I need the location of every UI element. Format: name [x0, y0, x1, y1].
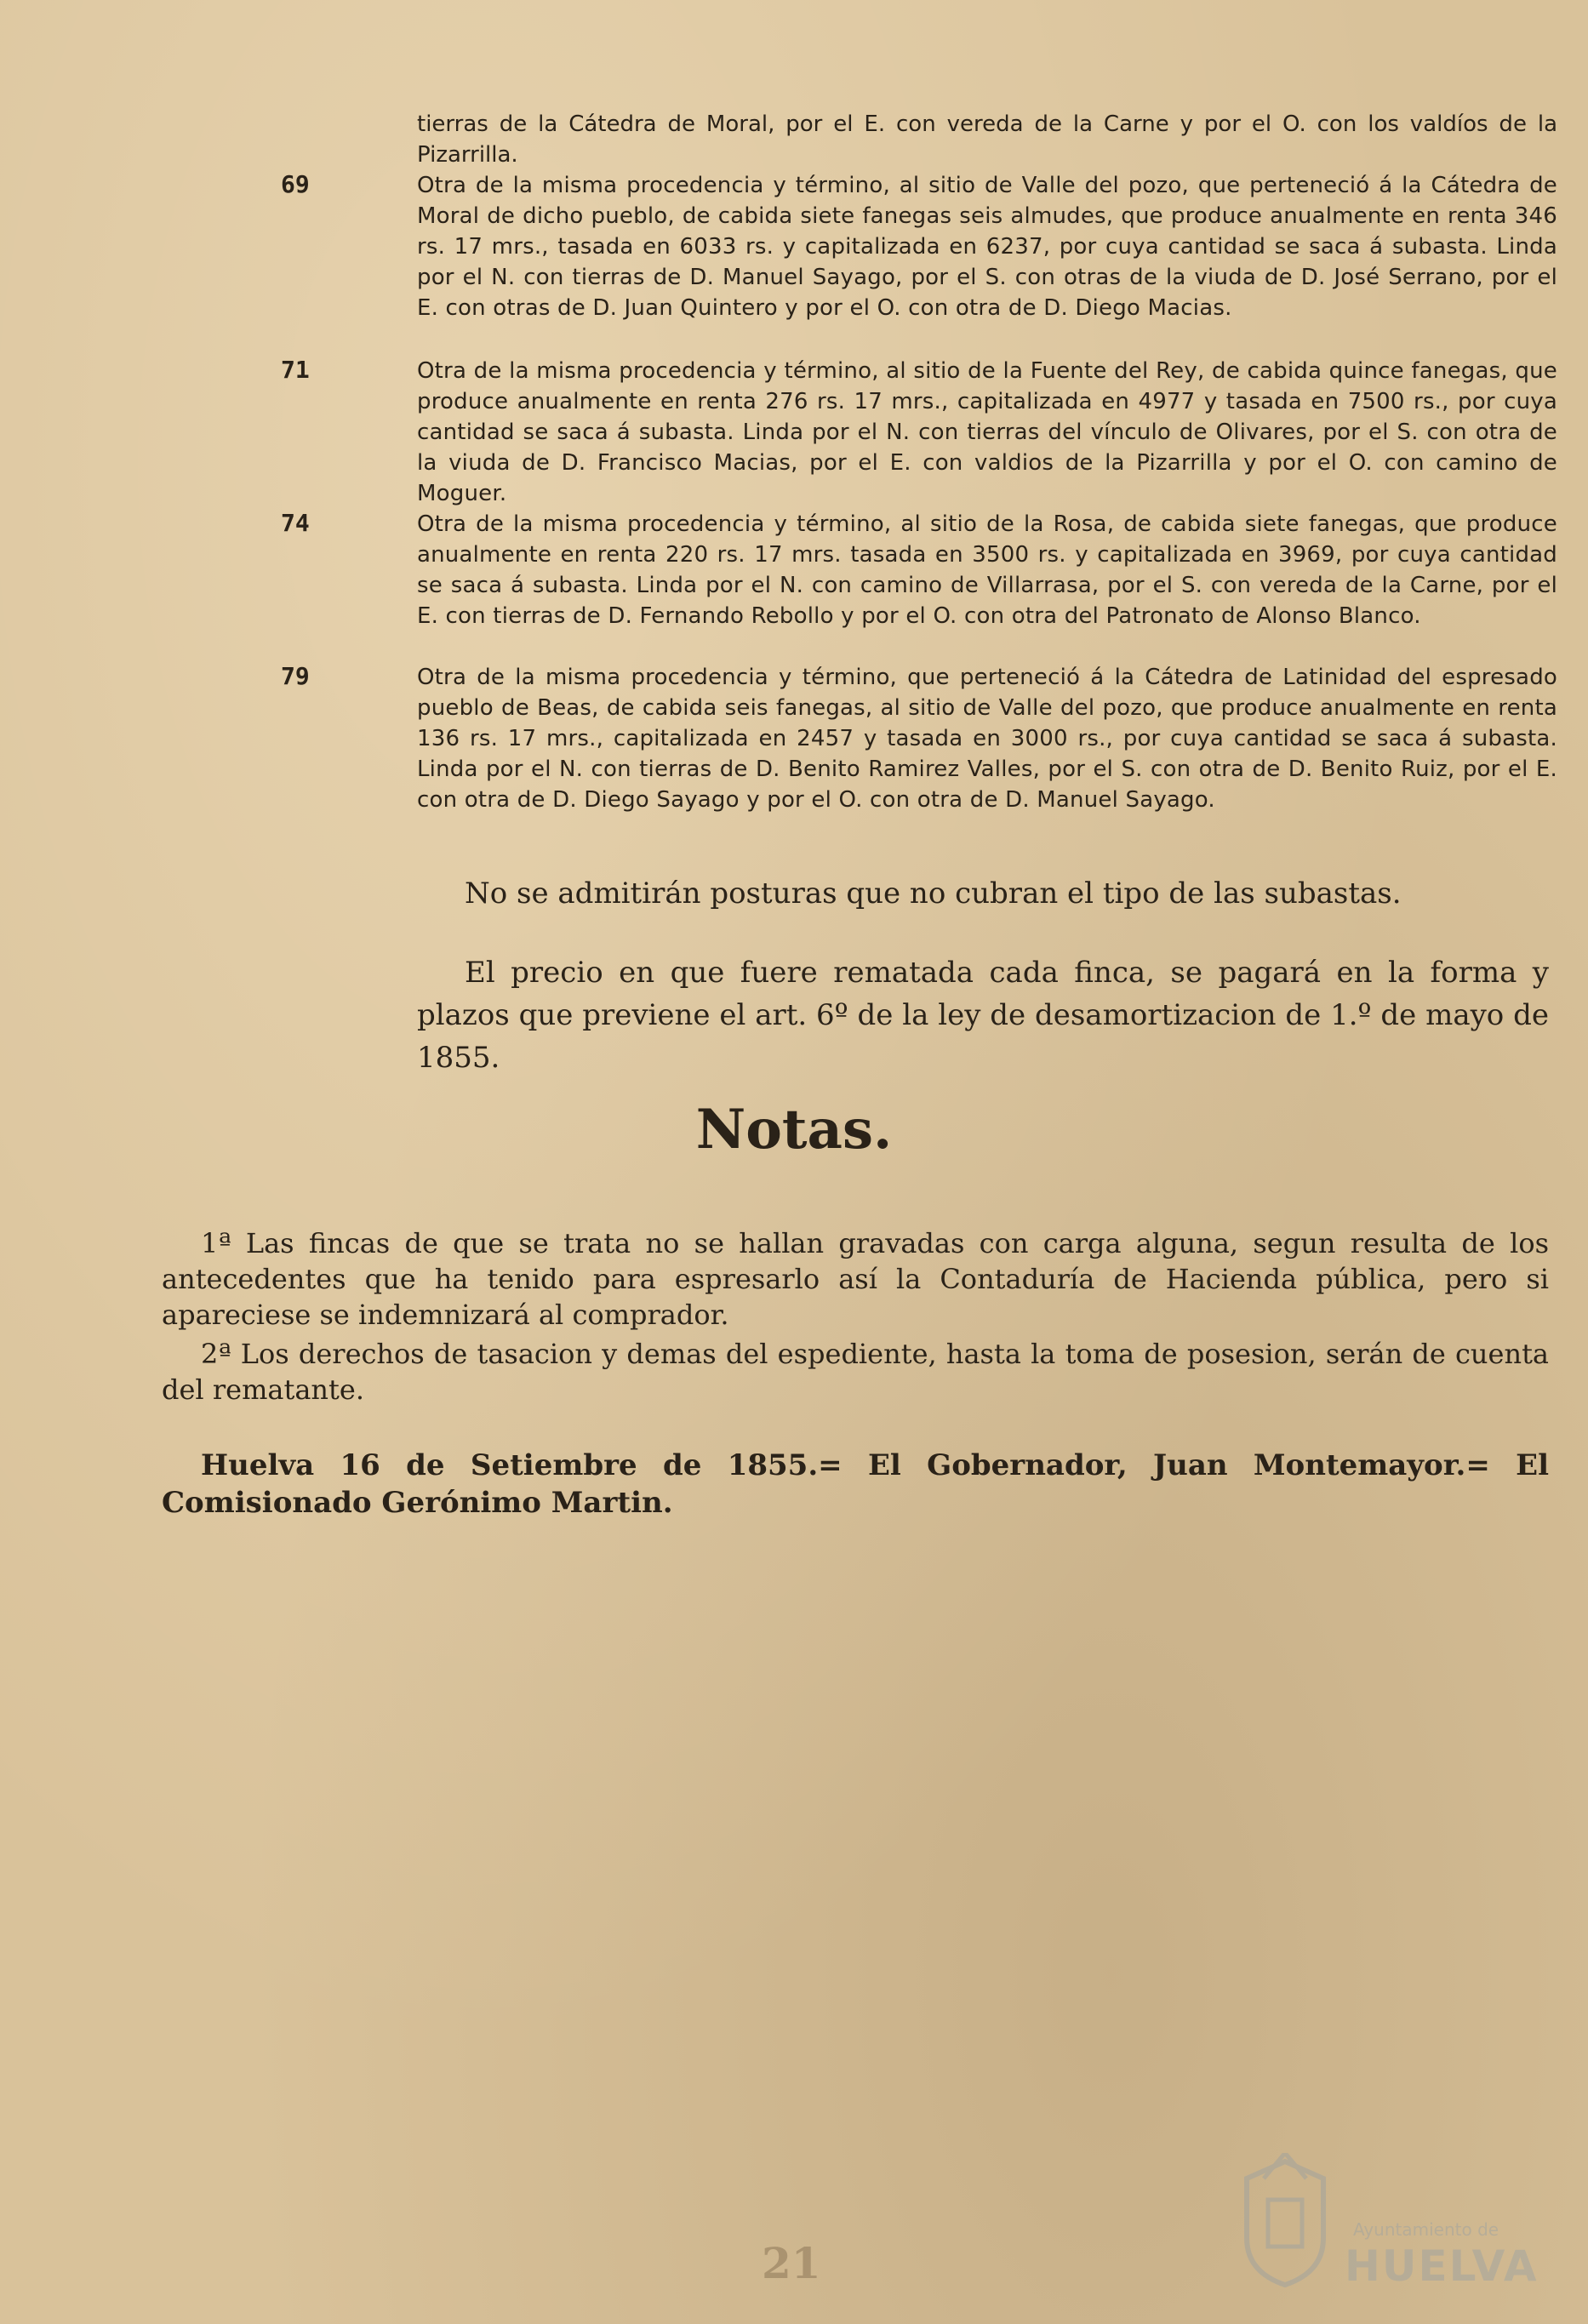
entry-text: Otra de la misma procedencia y término, al sitio de la Fuente del Rey, de cabida quince fanegas, que produce anualmente en renta 276 rs. 17 mrs., capitalizada en 4977 y tasada en 7500 rs., por cuya cantidad se saca á subasta. Linda por el N. con tierras del vínculo de Olivares, por el S. con otra de la viuda de D. Francisco Macias, por el E. con valdios de la Pizarrilla y por el O. con camino de Moguer.	[417, 358, 1557, 506]
page-folio: 21	[762, 2238, 821, 2288]
entry-text: Otra de la misma procedencia y término, al sitio de la Rosa, de cabida siete fanegas, que produce anualmente en renta 220 rs. 17 mrs. tasada en 3500 rs. y capitalizada en 3969, por cuya cantidad se saca á subasta. Linda por el N. con camino de Villarrasa, por el S. con vereda de la Carne, por el E. con tierras de D. Fernando Rebollo y por el O. con otra del Patronato de Alonso Blanco.	[417, 511, 1557, 629]
entry-text: Otra de la misma procedencia y término, que perteneció á la Cátedra de Latinidad del espresado pueblo de Beas, de cabida seis fanegas, al sitio de Valle del pozo, que produce anualmente en renta 136 rs. 17 mrs., capitalizada en 2457 y tasada en 3000 rs., por cuya cantidad se saca á subasta. Linda por el N. con tierras de D. Benito Ramirez Valles, por el S. con otra de D. Benito Ruiz, por el E. con otra de D. Diego Sayago y por el O. con otra de D. Manuel Sayago.	[417, 665, 1557, 813]
entry-text: Otra de la misma procedencia y término, al sitio de Valle del pozo, que perteneció á la Cátedra de Moral de dicho pueblo, de cabida siete fanegas seis almudes, que produce anualmente en renta 346 rs. 17 mrs., tasada en 6033 rs. y capitalizada en 6237, por cuya cantidad se saca á subasta. Linda por el N. con tierras de D. Manuel Sayago, por el S. con otras de la viuda de D. José Serrano, por el E. con otras de D. Juan Quintero y por el O. con otra de D. Diego Macias.	[417, 173, 1557, 321]
municipal-watermark	[1238, 2153, 1539, 2298]
continuation-text: tierras de la Cátedra de Moral, por el E. con vereda de la Carne y por el O. con los valdíos de la Pizarrilla.	[417, 111, 1557, 168]
notes-heading: Notas.	[695, 1098, 893, 1162]
coat-of-arms-icon	[1238, 2153, 1332, 2289]
entry-number: 74	[281, 509, 310, 537]
payment-condition: El precio en que fuere rematada cada finca, se pagará en la forma y plazos que previene el art. 6º de la ley de desamortizacion de 1.º de mayo de 1855.	[417, 956, 1549, 1075]
entry-number: 69	[281, 170, 310, 198]
auction-condition: No se admitirán posturas que no cubran el tipo de las subastas.	[465, 876, 1402, 911]
signature-block: Huelva 16 de Setiembre de 1855.= El Gobernador, Juan Montemayor.= El Comisionado Gerónimo Martin.	[162, 1448, 1549, 1520]
watermark-line1: Ayuntamiento de	[1353, 2219, 1499, 2240]
note-item: 2ª Los derechos de tasacion y demas del espediente, hasta la toma de posesion, serán de cuenta del rematante.	[162, 1338, 1549, 1406]
entry-number: 71	[281, 356, 310, 384]
entry-number: 79	[281, 662, 310, 690]
note-item: 1ª Las fincas de que se trata no se hallan gravadas con carga alguna, segun resulta de los antecedentes que ha tenido para espresarlo así la Contaduría de Hacienda pública, pero si apareciese se indemnizará al comprador.	[162, 1227, 1549, 1331]
watermark-line2: HUELVA	[1345, 2241, 1539, 2291]
